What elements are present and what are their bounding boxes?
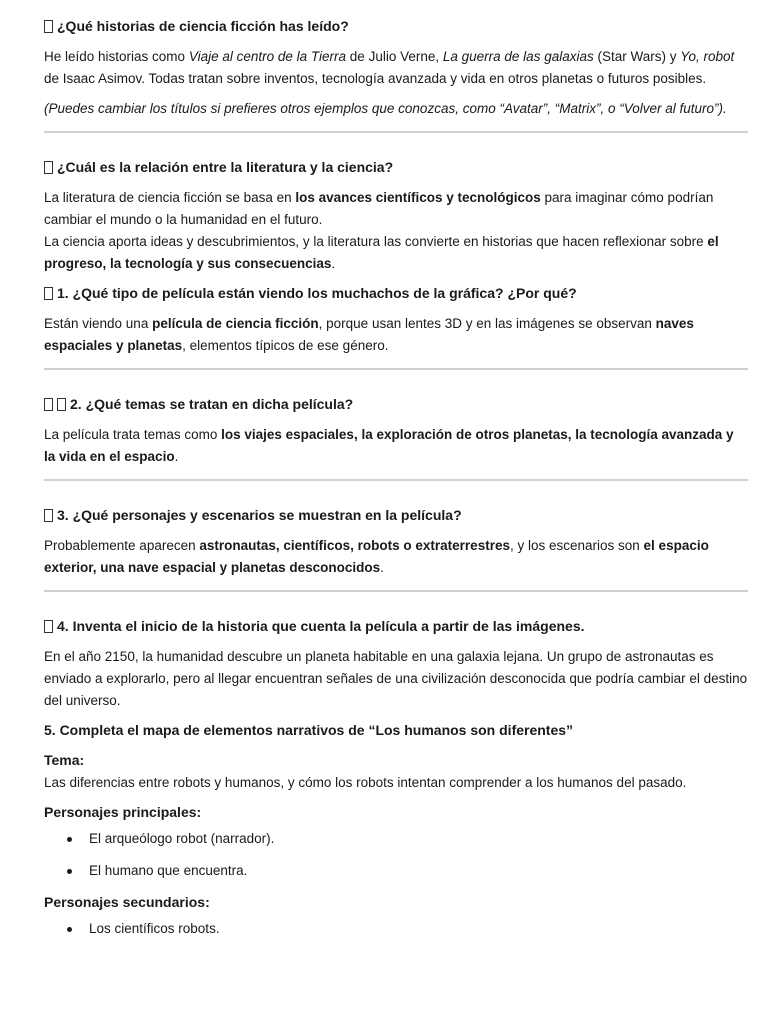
- principales-list: [44, 828, 748, 882]
- list-item-text: El arqueólogo robot (narrador).: [89, 831, 275, 846]
- list-item: [44, 828, 748, 850]
- emoji-glyph-icon: [44, 509, 53, 522]
- tema-label: Tema:: [44, 752, 85, 768]
- section-heading-2: [44, 157, 748, 177]
- divider: [44, 131, 748, 133]
- paragraph: [44, 535, 748, 579]
- section-heading-6: [44, 616, 748, 636]
- section-heading-4: [44, 394, 748, 414]
- divider: [44, 590, 748, 592]
- section-heading-5: [44, 505, 748, 525]
- secundarios-list: [44, 918, 748, 940]
- text-run: de Isaac Asimov. Todas tratan sobre inventos, tecnología avanzada y vida en otros planetas o futuros posibles.: [44, 71, 707, 86]
- bullet-icon: [67, 837, 72, 842]
- heading-text: ¿Cuál es la relación entre la literatura y la ciencia?: [57, 159, 394, 175]
- paragraph: [44, 98, 748, 120]
- text-run: La literatura de ciencia ficción se basa en: [44, 190, 296, 205]
- text-run: (Star Wars) y: [593, 49, 681, 64]
- text-run: de Julio Verne,: [346, 49, 443, 64]
- heading-text: 2. ¿Qué temas se tratan en dicha película?: [70, 396, 354, 412]
- divider: [44, 368, 748, 370]
- text-run: Están viendo una: [44, 316, 153, 331]
- text-run: Yo, robot: [680, 49, 735, 64]
- section-heading-3: [44, 283, 748, 303]
- divider: [44, 479, 748, 481]
- paragraph: [44, 646, 748, 712]
- heading-text: 4. Inventa el inicio de la historia que cuenta la película a partir de las imágenes.: [57, 618, 585, 634]
- heading-text: 3. ¿Qué personajes y escenarios se muestran en la película?: [57, 507, 462, 523]
- text-run: La ciencia aporta ideas y descubrimientos, y la literatura las convierte en historias que hacen reflexionar sobre: [44, 234, 708, 249]
- text-run: los viajes espaciales, la exploración de otros planetas, la tecnología avanzada y la vida en el espacio: [44, 427, 734, 464]
- emoji-glyph-icon: [44, 287, 53, 300]
- list-item: [44, 860, 748, 882]
- document-body: [44, 10, 748, 950]
- emoji-glyph-icon: [57, 398, 66, 411]
- text-run: .: [380, 560, 384, 575]
- text-run: (Puedes cambiar los títulos si prefieres otros ejemplos que conozcas, como “Avatar”, “Matrix”, o “Volver al futuro”).: [44, 101, 727, 116]
- paragraph: [44, 187, 748, 231]
- text-run: naves espaciales y planetas: [44, 316, 694, 353]
- text-run: He leído historias como: [44, 49, 189, 64]
- text-run: los avances científicos y tecnológicos: [295, 190, 541, 205]
- text-run: película de ciencia ficción: [152, 316, 319, 331]
- text-run: , porque usan lentes 3D y en las imágenes se observan: [318, 316, 656, 331]
- text-run: para imaginar cómo podrían cambiar el mundo o la humanidad en el futuro.: [44, 190, 714, 227]
- bullet-icon: [67, 869, 72, 874]
- text-run: , elementos típicos de ese género.: [182, 338, 389, 353]
- heading-text: 1. ¿Qué tipo de película están viendo los muchachos de la gráfica? ¿Por qué?: [57, 285, 577, 301]
- emoji-glyph-icon: [44, 620, 53, 633]
- principales-label: Personajes principales:: [44, 804, 202, 820]
- text-run: Viaje al centro de la Tierra: [188, 49, 347, 64]
- emoji-glyph-icon: [44, 20, 53, 33]
- text-run: En el año 2150, la humanidad descubre un planeta habitable en una galaxia lejana. Un grupo de astronautas es enviado a explorarlo, pero al llegar encuentran señales de una civilización desconocida que podría cambiar el destino del universo.: [44, 649, 748, 708]
- list-item-text: El humano que encuentra.: [89, 863, 248, 878]
- paragraph: [44, 424, 748, 468]
- emoji-glyph-icon: [44, 161, 53, 174]
- text-run: , y los escenarios son: [509, 538, 644, 553]
- heading-text: ¿Qué historias de ciencia ficción has leído?: [57, 18, 349, 34]
- emoji-glyph-icon: [44, 398, 53, 411]
- section-heading-7: 5. Completa el mapa de elementos narrativos de “Los humanos son diferentes”: [44, 722, 574, 738]
- text-run: La película trata temas como: [44, 427, 222, 442]
- section-heading-1: [44, 16, 748, 36]
- text-run: el espacio exterior, una nave espacial y planetas desconocidos: [44, 538, 709, 575]
- list-item: [44, 918, 748, 940]
- text-run: el progreso, la tecnología y sus consecuencias: [44, 234, 719, 271]
- paragraph: [44, 46, 748, 90]
- text-run: .: [174, 449, 179, 464]
- text-run: astronautas, científicos, robots o extraterrestres: [199, 538, 510, 553]
- paragraph: [44, 231, 748, 275]
- secundarios-label: Personajes secundarios:: [44, 894, 210, 910]
- bullet-icon: [67, 927, 72, 932]
- tema-text: Las diferencias entre robots y humanos, y cómo los robots intentan comprender a los humanos del pasado.: [44, 775, 687, 790]
- text-run: La guerra de las galaxias: [442, 49, 594, 64]
- text-run: .: [331, 256, 336, 271]
- paragraph: [44, 313, 748, 357]
- text-run: Probablemente aparecen: [44, 538, 200, 553]
- list-item-text: Los científicos robots.: [89, 921, 220, 936]
